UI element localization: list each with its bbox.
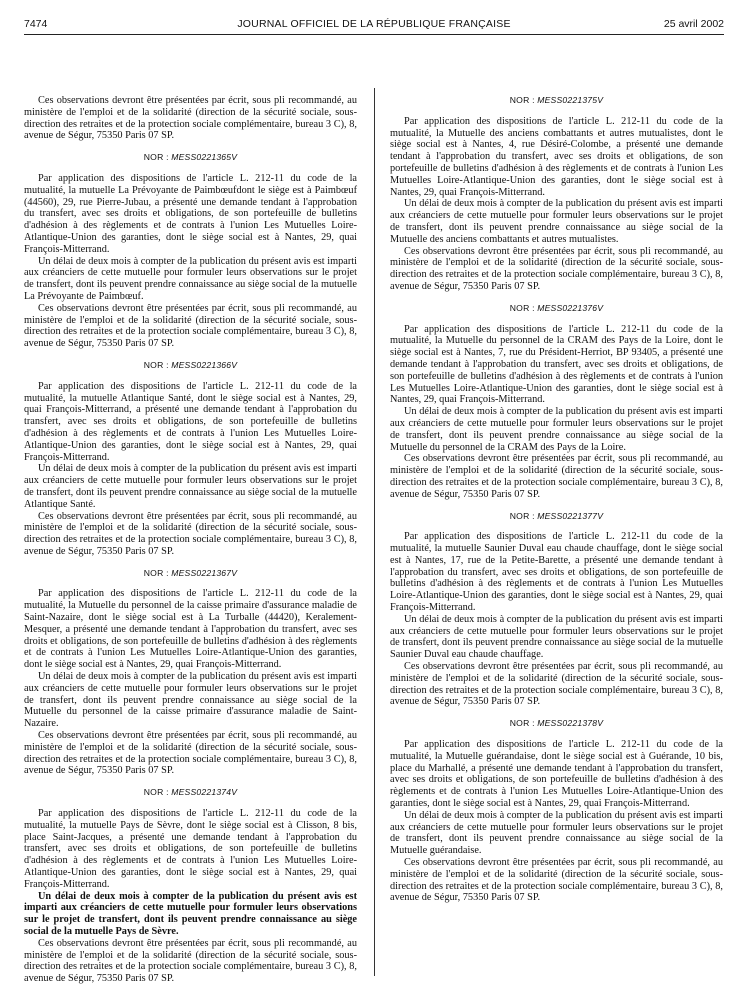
right-column	[390, 95, 723, 904]
nor-label: NOR :	[509, 95, 538, 105]
nor-reference	[24, 568, 357, 580]
notice-paragraph: Ces observations devront être présentées par écrit, sous pli recommandé, au ministère de l'emploi et de la solidarité (direction de la sécurité sociale, sous-direction des retraites et de la protection sociale complémentaire, bureau 3 C), 8, avenue de Ségur, 75350 Paris 07 SP.	[24, 937, 357, 985]
notice-paragraph: Un délai de deux mois à compter de la publication du présent avis est imparti aux créanciers de cette mutuelle pour formuler leurs observations sur le projet de transfert, dont ils peuvent prendre connaissance au siège social de la mutuelle La Prévoyante de Paimbœuf.	[24, 255, 357, 302]
notice-paragraph: Par application des dispositions de l'article L. 212-11 du code de la mutualité, la Mutuelle guérandaise, dont le siège social est à Guérande, 10 bis, place du Marhallé, a présenté une demande tendant à l'approbation du transfert, avec ses droits et obligations, de son portefeuille de bulletins d'adhésion à des règlements et de contrats à l'union Les Mutuelles Loire-Atlantique-Union des garanties, dont le siège social est à Nantes, 29, quai François-Mitterrand.	[390, 739, 723, 810]
notice-paragraph: Un délai de deux mois à compter de la publication du présent avis est imparti aux créanciers de cette mutuelle pour formuler leurs observations sur le projet de transfert, dont ils peuvent prendre connaissance au siège social de la Mutuelle du personnel de la CRAM des Pays de la Loire.	[390, 406, 723, 453]
notice-paragraph: Par application des dispositions de l'article L. 212-11 du code de la mutualité, la Mutuelle du personnel de la caisse primaire d'assurance maladie de Saint-Nazaire, dont le siège social est à La Turballe (44420), Keralement-Mesquer, a présenté une demande tendant à l'approbation du transfert, avec ses droits et obligations, de son portefeuille de bulletins d'adhésion à des règlements et de contrats à l'union Les Mutuelles Loire-Atlantique-Union des garanties, dont le siège social est à Nantes, 29, quai François-Mitterrand.	[24, 588, 357, 671]
nor-code: MESS0221367V	[171, 567, 238, 578]
notice-paragraph: Par application des dispositions de l'article L. 212-11 du code de la mutualité, la Mutuelle du personnel de la CRAM des Pays de la Loire, dont le siège social est à Nantes, 7, rue du Président-Herriot, BP 93405, a présenté une demande tendant à l'approbation du transfert, avec ses droits et obligations, de son portefeuille de bulletins d'adhésion à des règlements et de contrats à l'union Les Mutuelles Loire-Atlantique-Union des garanties, dont le siège social est à Nantes, 29, quai François-Mitterrand.	[390, 323, 723, 406]
notice-paragraph: Un délai de deux mois à compter de la publication du présent avis est imparti aux créanciers de cette mutuelle pour formuler leurs observations sur le projet de transfert, dont ils peuvent prendre connaissance au siège social de la Mutuelle guérandaise.	[390, 809, 723, 857]
intro-paragraph: Ces observations devront être présentées par écrit, sous pli recommandé, au ministère de l'emploi et de la solidarité (direction de la sécurité sociale, sous-direction des retraites et de la protection sociale complémentaire, bureau 3 C), 8, avenue de Ségur, 75350 Paris 07 SP.	[24, 95, 357, 142]
notice-paragraph: Par application des dispositions de l'article L. 212-11 du code de la mutualité, la mutuelle La Prévoyante de Paimbœufdont le siège est à Paimbœuf (44560), 29, rue Pierre-Jubau, a présenté une demande tendant à l'approbation du transfert, avec ses droits et obligations, de son portefeuille de bulletins d'adhésion à des règlements et de contrats à l'union Les Mutuelles Loire-Atlantique-Union des garanties, dont le siège social est à Nantes, 29, quai François-Mitterrand.	[24, 172, 357, 255]
nor-reference	[24, 152, 357, 164]
notice-paragraph: Un délai de deux mois à compter de la publication du présent avis est imparti aux créanciers de cette mutuelle pour formuler leurs observations sur le projet de transfert, dont ils peuvent prendre connaissance au siège social de la mutuelle Saunier Duval eau chaude chauffage.	[390, 613, 723, 661]
notice-paragraph: Ces observations devront être présentées par écrit, sous pli recommandé, au ministère de l'emploi et de la solidarité (direction de la sécurité sociale, sous-direction des retraites et de la protection sociale complémentaire, bureau 3 C), 8, avenue de Ségur, 75350 Paris 07 SP.	[390, 453, 723, 500]
nor-label: NOR :	[143, 567, 172, 578]
nor-reference	[390, 303, 723, 315]
notice-paragraph: Par application des dispositions de l'article L. 212-11 du code de la mutualité, la mutuelle Saunier Duval eau chaude chauffage, dont le siège social est à Nantes, 17, rue de la Petite-Barette, a présenté une demande tendant à l'approbation du transfert, avec ses droits et obligations, de son portefeuille de bulletins d'adhésion à des règlements et de contrats à l'union Les Mutuelles Loire-Atlantique-Union des garanties, dont le siège social est à Nantes, 29, quai François-Mitterrand.	[390, 531, 723, 614]
notice-paragraph: Un délai de deux mois à compter de la publication du présent avis est imparti aux créanciers de cette mutuelle pour formuler leurs observations sur le projet de transfert, dont ils peuvent prendre connaissance au siège social de la mutuelle Pays de Sèvre.	[24, 890, 357, 937]
journal-title: JOURNAL OFFICIEL DE LA RÉPUBLIQUE FRANÇAISE	[237, 18, 511, 30]
nor-reference	[390, 511, 723, 523]
notice-paragraph: Ces observations devront être présentées par écrit, sous pli recommandé, au ministère de l'emploi et de la solidarité (direction de la sécurité sociale, sous-direction des retraites et de la protection sociale complémentaire, bureau 3 C), 8, avenue de Ségur, 75350 Paris 07 SP.	[390, 857, 723, 904]
notice-paragraph: Ces observations devront être présentées par écrit, sous pli recommandé, au ministère de l'emploi et de la solidarité (direction de la sécurité sociale, sous-direction des retraites et de la protection sociale complémentaire, bureau 3 C), 8, avenue de Ségur, 75350 Paris 07 SP.	[24, 510, 357, 557]
notice-paragraph: Ces observations devront être présentées par écrit, sous pli recommandé, au ministère de l'emploi et de la solidarité (direction de la sécurité sociale, sous-direction des retraites et de la protection sociale complémentaire, bureau 3 C), 8, avenue de Ségur, 75350 Paris 07 SP.	[24, 302, 357, 350]
left-column	[24, 95, 357, 985]
nor-label: NOR :	[143, 787, 172, 798]
nor-label: NOR :	[509, 510, 538, 521]
notice-paragraph: Un délai de deux mois à compter de la publication du présent avis est imparti aux créanciers de cette mutuelle pour formuler leurs observations sur le projet de transfert, dont ils peuvent prendre connaissance au siège social de la Mutuelle du personnel de la caisse primaire d'assurance maladie de Saint-Nazaire.	[24, 671, 357, 730]
page-header	[24, 18, 724, 32]
nor-reference	[390, 95, 723, 107]
notice-paragraph: Par application des dispositions de l'article L. 212-11 du code de la mutualité, la mutuelle Atlantique Santé, dont le siège social est à Nantes, 29, quai François-Mitterrand, a présenté une demande tendant à l'approbation du transfert, avec ses droits et obligations, de son portefeuille de bulletins d'adhésion à des règlements et de contrats à l'union Les Mutuelles Loire-Atlantique-Union des garanties, dont le siège social est à Nantes, 29, quai François-Mitterrand.	[24, 380, 357, 463]
column-divider	[374, 88, 375, 976]
notice-paragraph: Par application des dispositions de l'article L. 212-11 du code de la mutualité, la mutuelle Pays de Sèvre, dont le siège social est à Clisson, 8 bis, place Saint-Jacques, a présenté une demande tendant à l'approbation du transfert, avec ses droits et obligations, de son portefeuille de bulletins d'adhésion à des règlements et de contrats à l'union Les Mutuelles Loire-Atlantique-Union des garanties, dont le siège social est à Nantes, 29, quai François-Mitterrand.	[24, 808, 357, 890]
nor-code: MESS0221375V	[537, 95, 604, 105]
nor-label: NOR :	[509, 718, 538, 729]
notice-paragraph: Ces observations devront être présentées par écrit, sous pli recommandé, au ministère de l'emploi et de la solidarité (direction de la sécurité sociale, sous-direction des retraites et de la protection sociale complémentaire, bureau 3 C), 8, avenue de Ségur, 75350 Paris 07 SP.	[390, 245, 723, 292]
page-number: 7474	[24, 18, 48, 30]
nor-code: MESS0221377V	[537, 510, 604, 521]
nor-label: NOR :	[143, 359, 172, 370]
notice-paragraph: Un délai de deux mois à compter de la publication du présent avis est imparti aux créanciers de cette mutuelle pour formuler leurs observations sur le projet de transfert, dont ils peuvent prendre connaissance au siège social de la mutuelle Atlantique Santé.	[24, 463, 357, 510]
nor-code: MESS0221366V	[171, 359, 238, 370]
nor-reference	[24, 360, 357, 372]
publication-date: 25 avril 2002	[663, 18, 724, 30]
notice-paragraph: Ces observations devront être présentées par écrit, sous pli recommandé, au ministère de l'emploi et de la solidarité (direction de la sécurité sociale, sous-direction des retraites et de la protection sociale complémentaire, bureau 3 C), 8, avenue de Ségur, 75350 Paris 07 SP.	[24, 730, 357, 777]
nor-code: MESS0221374V	[171, 787, 238, 798]
nor-code: MESS0221365V	[171, 152, 238, 163]
nor-label: NOR :	[143, 152, 172, 163]
nor-code: MESS0221378V	[537, 718, 604, 729]
notice-paragraph: Par application des dispositions de l'article L. 212-11 du code de la mutualité, la Mutuelle des anciens combattants et autres mutualistes, dont le siège social est à Nantes, 4, rue Désiré-Colombe, a présenté une demande tendant à l'approbation du transfert, avec ses droits et obligations, de son portefeuille de bulletins d'adhésion à des règlements et de contrats à l'union Les Mutuelles Loire-Atlantique-Union des garanties, dont le siège social est à Nantes, 29, quai François-Mitterrand.	[390, 115, 723, 198]
nor-code: MESS0221376V	[537, 302, 604, 313]
nor-reference	[390, 718, 723, 730]
notice-paragraph: Ces observations devront être présentées par écrit, sous pli recommandé, au ministère de l'emploi et de la solidarité (direction de la sécurité sociale, sous-direction des retraites et de la protection sociale complémentaire, bureau 3 C), 8, avenue de Ségur, 75350 Paris 07 SP.	[390, 661, 723, 708]
header-rule	[24, 34, 724, 35]
notice-paragraph: Un délai de deux mois à compter de la publication du présent avis est imparti aux créanciers de cette mutuelle pour formuler leurs observations sur le projet de transfert, dont ils peuvent prendre connaissance au siège social de la Mutuelle des anciens combattants et autres mutualistes.	[390, 198, 723, 245]
nor-label: NOR :	[509, 302, 538, 313]
nor-reference	[24, 787, 357, 799]
